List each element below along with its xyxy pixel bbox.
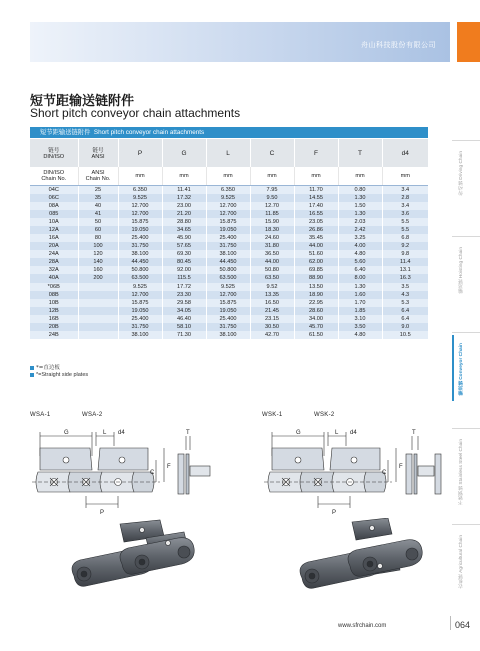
note-en: *=Straight side plates: [36, 372, 89, 378]
table-cell: 80: [78, 234, 118, 242]
table-cell: 08A: [30, 202, 78, 210]
table-cell: 4.00: [338, 242, 382, 250]
table-cell: 25.400: [206, 234, 250, 242]
table-cell: 28A: [30, 258, 78, 266]
table-cell: 3.5: [382, 283, 428, 291]
table-subheader-row: [30, 167, 428, 185]
table-cell: 50: [78, 218, 118, 226]
table-cell: 6.350: [118, 185, 162, 194]
table-cell: 15.875: [118, 218, 162, 226]
table-cell: 3.6: [382, 210, 428, 218]
table-cell: 26.86: [294, 226, 338, 234]
table-cell: 63.500: [118, 274, 162, 282]
table-cell: 57.65: [162, 242, 206, 250]
header-band: [30, 22, 450, 62]
footer-url[interactable]: www.sfrchain.com: [338, 623, 387, 629]
column-header-cn: 链号: [92, 148, 104, 154]
table-cell: 32A: [30, 266, 78, 274]
table-row: [30, 210, 428, 218]
table-cell: 34.00: [294, 315, 338, 323]
table-cell: 14.55: [294, 194, 338, 202]
table-cell: 9.525: [118, 283, 162, 291]
column-unit: [382, 167, 428, 185]
wsk-technical-drawing: [262, 426, 452, 516]
table-cell: 18.90: [294, 291, 338, 299]
table-cell: 3.4: [382, 202, 428, 210]
spec-table: [30, 139, 428, 339]
side-nav-label: [458, 151, 465, 196]
table-cell: 34.05: [162, 307, 206, 315]
diagram-label-wsa2: WSA-2: [82, 412, 103, 418]
table-cell: 19.050: [118, 226, 162, 234]
table-cell: 160: [78, 266, 118, 274]
dim-d4-label: d4: [118, 430, 125, 436]
table-cell: 12.700: [206, 291, 250, 299]
table-cell: 3.4: [382, 185, 428, 194]
table-cell: 17.32: [162, 194, 206, 202]
column-header: [294, 139, 338, 167]
table-cell: 44.450: [206, 258, 250, 266]
column-unit-line1: mm: [355, 172, 365, 179]
table-row: [30, 283, 428, 291]
table-cell: 115.5: [162, 274, 206, 282]
table-cell: 6.350: [206, 185, 250, 194]
table-cell: 44.00: [294, 242, 338, 250]
table-cell: 25: [78, 185, 118, 194]
table-cell: 35.45: [294, 234, 338, 242]
side-nav-label-en: Stainless Steel Chain: [459, 439, 464, 485]
side-nav-item[interactable]: [452, 524, 480, 620]
table-cell: 9.525: [206, 194, 250, 202]
table-caption-cn: 短节距输送链附件: [40, 129, 91, 136]
table-cell: 25.400: [118, 315, 162, 323]
column-unit: [78, 167, 118, 185]
column-header-en: L: [226, 149, 230, 157]
table-row: [30, 323, 428, 331]
column-header: [30, 139, 78, 167]
table-cell: 5.5: [382, 226, 428, 234]
table-cell: 06C: [30, 194, 78, 202]
table-cell: 11.70: [294, 185, 338, 194]
side-nav-label-cn: 不锈钢链: [459, 485, 464, 506]
table-cell: [78, 299, 118, 307]
column-unit-line1: mm: [135, 172, 145, 179]
table-cell: 25.400: [118, 234, 162, 242]
table-cell: 2.03: [338, 218, 382, 226]
dim-f-label: F: [399, 464, 403, 470]
dim-d4-label: d4: [350, 430, 357, 436]
diagram-label-wsk2: WSK-2: [314, 412, 335, 418]
table-cell: 62.00: [294, 258, 338, 266]
table-cell: 42.70: [250, 331, 294, 339]
table-row: [30, 226, 428, 234]
table-cell: 31.80: [250, 242, 294, 250]
table-cell: [78, 315, 118, 323]
table-cell: 69.85: [294, 266, 338, 274]
table-cell: 16B: [30, 315, 78, 323]
column-unit: [294, 167, 338, 185]
column-header: [382, 139, 428, 167]
table-cell: 3.10: [338, 315, 382, 323]
dim-g-label: G: [296, 430, 301, 436]
table-notes: [30, 365, 88, 379]
table-cell: 35: [78, 194, 118, 202]
column-unit-line1: mm: [179, 172, 189, 179]
table-cell: 20A: [30, 242, 78, 250]
table-cell: 16A: [30, 234, 78, 242]
table-cell: 10.5: [382, 331, 428, 339]
table-cell: 31.750: [118, 242, 162, 250]
table-cell: 1.30: [338, 210, 382, 218]
table-row: [30, 258, 428, 266]
table-cell: 1.30: [338, 194, 382, 202]
side-nav-label-en: Hoisting Chain: [459, 247, 464, 279]
table-cell: 44.450: [118, 258, 162, 266]
side-nav-label-cn: 农机链: [459, 574, 464, 589]
side-nav-item[interactable]: [452, 332, 480, 428]
table-cell: 12B: [30, 307, 78, 315]
table-row: [30, 291, 428, 299]
table-cell: 1.50: [338, 202, 382, 210]
column-header: [118, 139, 162, 167]
table-cell: 6.8: [382, 234, 428, 242]
table-cell: 5.5: [382, 218, 428, 226]
column-unit: [206, 167, 250, 185]
column-header: [250, 139, 294, 167]
table-cell: 28.60: [294, 307, 338, 315]
footer-divider: [450, 616, 451, 630]
table-cell: 9.50: [250, 194, 294, 202]
column-unit-line1: mm: [267, 172, 277, 179]
table-cell: 9.8: [382, 250, 428, 258]
table-cell: 3.50: [338, 323, 382, 331]
table-cell: 04C: [30, 185, 78, 194]
table-cell: 69.30: [162, 250, 206, 258]
table-cell: 88.90: [294, 274, 338, 282]
table-cell: 12.700: [206, 210, 250, 218]
table-cell: 50.80: [250, 266, 294, 274]
table-cell: *06B: [30, 283, 78, 291]
table-row: [30, 274, 428, 282]
table-cell: 10B: [30, 299, 78, 307]
table-cell: 2.8: [382, 194, 428, 202]
table-row: [30, 194, 428, 202]
table-cell: 60: [78, 226, 118, 234]
table-cell: 24B: [30, 331, 78, 339]
table-cell: 23.05: [294, 218, 338, 226]
table-cell: 085: [30, 210, 78, 218]
wsa-product-image: [60, 518, 200, 600]
table-cell: 08B: [30, 291, 78, 299]
table-cell: 1.30: [338, 283, 382, 291]
table-cell: 58.10: [162, 323, 206, 331]
table-cell: 61.50: [294, 331, 338, 339]
column-header-en: DIN/ISO: [43, 154, 65, 160]
column-unit-line2: Chain No.: [85, 175, 111, 182]
table-row: [30, 234, 428, 242]
table-cell: 11.85: [250, 210, 294, 218]
table-cell: 9.2: [382, 242, 428, 250]
table-cell: 41: [78, 210, 118, 218]
column-header: [206, 139, 250, 167]
table-cell: 100: [78, 242, 118, 250]
dim-g-label: G: [64, 430, 69, 436]
dim-c-label: C: [150, 470, 155, 476]
side-nav-item[interactable]: [452, 236, 480, 332]
table-cell: 24A: [30, 250, 78, 258]
column-header-cn: 链号: [48, 148, 60, 154]
table-cell: 18.30: [250, 226, 294, 234]
table-cell: 12A: [30, 226, 78, 234]
side-nav: [452, 140, 480, 620]
table-cell: 36.50: [250, 250, 294, 258]
table-cell: 51.60: [294, 250, 338, 258]
table-cell: 6.40: [338, 266, 382, 274]
table-cell: 12.70: [250, 202, 294, 210]
table-cell: 38.100: [118, 331, 162, 339]
table-cell: 140: [78, 258, 118, 266]
table-cell: 2.42: [338, 226, 382, 234]
column-header-en: C: [269, 149, 275, 157]
table-row: [30, 218, 428, 226]
side-nav-label-en: Agricultural Chain: [459, 535, 464, 573]
table-cell: 16.3: [382, 274, 428, 282]
table-cell: 17.72: [162, 283, 206, 291]
table-cell: 12.700: [206, 202, 250, 210]
column-header-en: G: [181, 149, 187, 157]
dim-f-label: F: [167, 464, 171, 470]
table-cell: 15.875: [206, 218, 250, 226]
table-cell: 50.800: [206, 266, 250, 274]
dim-l-label: L: [103, 430, 107, 436]
table-cell: [78, 283, 118, 291]
table-cell: 7.95: [250, 185, 294, 194]
table-cell: 4.80: [338, 250, 382, 258]
table-cell: 23.15: [250, 315, 294, 323]
table-row: [30, 315, 428, 323]
table-cell: 19.050: [206, 226, 250, 234]
table-cell: 46.40: [162, 315, 206, 323]
dim-t-label: T: [412, 430, 416, 436]
side-nav-label: [458, 535, 465, 589]
side-nav-label-cn: 传动链: [459, 181, 464, 196]
table-cell: 15.90: [250, 218, 294, 226]
side-nav-label: [458, 343, 465, 396]
table-cell: 23.00: [162, 202, 206, 210]
table-cell: 10A: [30, 218, 78, 226]
side-nav-label: [458, 247, 465, 294]
column-unit-line1: mm: [223, 172, 233, 179]
table-cell: 13.1: [382, 266, 428, 274]
table-row: [30, 185, 428, 194]
column-unit: [162, 167, 206, 185]
side-nav-label: [458, 439, 465, 505]
dim-c-label: C: [382, 470, 387, 476]
table-cell: 25.400: [206, 315, 250, 323]
column-unit: [338, 167, 382, 185]
table-cell: 3.25: [338, 234, 382, 242]
table-cell: 9.0: [382, 323, 428, 331]
column-header-en: T: [358, 149, 362, 157]
table-cell: 16.50: [250, 299, 294, 307]
dim-p-label: P: [332, 510, 337, 516]
table-cell: 38.100: [206, 331, 250, 339]
column-unit-line2: Chain No.: [41, 175, 67, 182]
column-header: [162, 139, 206, 167]
table-cell: 38.100: [118, 250, 162, 258]
table-row: [30, 299, 428, 307]
note-bullet-icon: [30, 373, 34, 377]
note-bullet-icon: [30, 366, 34, 370]
wsk-product-image: [290, 518, 430, 600]
table-cell: 40: [78, 202, 118, 210]
table-cell: 15.875: [206, 299, 250, 307]
table-cell: [78, 331, 118, 339]
wsa-technical-drawing: [30, 426, 220, 516]
table-cell: 15.875: [118, 299, 162, 307]
side-nav-active-marker: [452, 335, 454, 401]
column-header-en: ANSI: [91, 154, 105, 160]
table-cell: 0.80: [338, 185, 382, 194]
table-cell: 1.85: [338, 307, 382, 315]
table-cell: 45.70: [294, 323, 338, 331]
table-cell: 28.80: [162, 218, 206, 226]
table-cell: 11.4: [382, 258, 428, 266]
column-unit-line1: DIN/ISO: [43, 169, 65, 176]
table-cell: [78, 323, 118, 331]
table-cell: 4.3: [382, 291, 428, 299]
table-cell: 13.50: [294, 283, 338, 291]
table-cell: 5.3: [382, 299, 428, 307]
orange-tab: [457, 22, 480, 62]
table-row: [30, 250, 428, 258]
table-cell: 50.800: [118, 266, 162, 274]
table-cell: 92.00: [162, 266, 206, 274]
column-unit-line1: mm: [311, 172, 321, 179]
diagram-label-wsa1: WSA-1: [30, 412, 51, 418]
table-row: [30, 331, 428, 339]
table-cell: 71.30: [162, 331, 206, 339]
table-cell: 6.4: [382, 315, 428, 323]
table-cell: 31.750: [118, 323, 162, 331]
column-unit-line1: mm: [400, 172, 410, 179]
dim-p-label: P: [100, 510, 105, 516]
dim-t-label: T: [186, 430, 190, 436]
column-header: [338, 139, 382, 167]
table-cell: 1.60: [338, 291, 382, 299]
table-cell: [78, 291, 118, 299]
table-cell: 31.750: [206, 242, 250, 250]
table-cell: 13.35: [250, 291, 294, 299]
table-cell: 21.45: [250, 307, 294, 315]
table-cell: 63.500: [206, 274, 250, 282]
table-cell: 30.50: [250, 323, 294, 331]
company-name: 舟山科技股份有限公司: [361, 42, 436, 49]
table-cell: 23.30: [162, 291, 206, 299]
table-cell: 12.700: [118, 210, 162, 218]
column-header-en: d4: [401, 149, 409, 157]
table-cell: 200: [78, 274, 118, 282]
note-cn: *=直边板: [36, 365, 60, 371]
table-cell: 9.525: [118, 194, 162, 202]
table-cell: 19.050: [118, 307, 162, 315]
table-cell: 22.95: [294, 299, 338, 307]
column-header: [78, 139, 118, 167]
column-unit: [118, 167, 162, 185]
table-cell: 5.60: [338, 258, 382, 266]
table-cell: 24.60: [250, 234, 294, 242]
table-cell: 21.20: [162, 210, 206, 218]
table-cell: 63.50: [250, 274, 294, 282]
table-cell: 38.100: [206, 250, 250, 258]
table-cell: 4.80: [338, 331, 382, 339]
table-row: [30, 266, 428, 274]
table-cell: 40A: [30, 274, 78, 282]
side-nav-item[interactable]: [452, 428, 480, 524]
table-cell: 34.65: [162, 226, 206, 234]
page-title-en: Short pitch conveyor chain attachments: [30, 106, 241, 120]
table-cell: [78, 307, 118, 315]
table-caption-en: Short pitch conveyor chain attachments: [93, 129, 205, 136]
table-row: [30, 307, 428, 315]
table-cell: 29.58: [162, 299, 206, 307]
side-nav-item[interactable]: [452, 140, 480, 236]
column-header-en: F: [314, 149, 318, 157]
table-cell: 31.750: [206, 323, 250, 331]
table-cell: 12.700: [118, 202, 162, 210]
column-unit: [250, 167, 294, 185]
table-cell: 45.90: [162, 234, 206, 242]
table-caption-bar: [30, 127, 428, 138]
table-cell: 9.525: [206, 283, 250, 291]
table-cell: 120: [78, 250, 118, 258]
table-row: [30, 202, 428, 210]
table-cell: 80.45: [162, 258, 206, 266]
table-cell: 8.00: [338, 274, 382, 282]
table-cell: 44.00: [250, 258, 294, 266]
column-unit: [30, 167, 78, 185]
side-nav-label-cn: 输送链: [459, 279, 464, 294]
dim-l-label: L: [335, 430, 339, 436]
table-cell: 20B: [30, 323, 78, 331]
side-nav-label-en: Conveyor Chain: [459, 343, 464, 380]
table-cell: 19.050: [206, 307, 250, 315]
page-number: 064: [455, 620, 471, 630]
page-title-cn: 短节距输送链附件: [30, 94, 135, 109]
table-row: [30, 242, 428, 250]
side-nav-label-en: Driving Chain: [459, 151, 464, 180]
table-cell: 11.41: [162, 185, 206, 194]
table-cell: 16.55: [294, 210, 338, 218]
table-cell: 12.700: [118, 291, 162, 299]
table-header-row: [30, 139, 428, 167]
table-cell: 1.70: [338, 299, 382, 307]
table-body: [30, 185, 428, 339]
column-unit-line1: ANSI: [91, 169, 105, 176]
table-cell: 6.4: [382, 307, 428, 315]
table-cell: 9.52: [250, 283, 294, 291]
side-nav-label-cn: 输送链: [459, 381, 464, 396]
table-cell: 17.40: [294, 202, 338, 210]
diagram-label-wsk1: WSK-1: [262, 412, 283, 418]
column-header-en: P: [137, 149, 143, 157]
